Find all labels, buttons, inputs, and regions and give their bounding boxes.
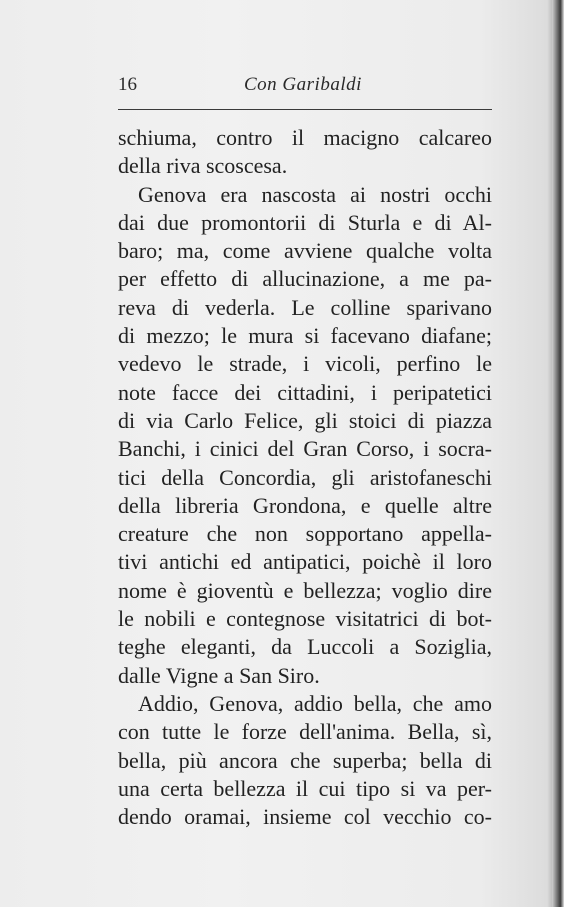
- text-line: tici della Concordia, gli aristofaneschi: [118, 464, 492, 490]
- body-text: [118, 124, 492, 831]
- text-line: tivi antichi ed antipatici, poichè il loro: [118, 549, 492, 575]
- book-spine-shadow: [552, 0, 564, 907]
- text-line: per effetto di allucinazione, a me pa-: [118, 266, 492, 292]
- text-line: della libreria Grondona, e quelle altre: [118, 492, 492, 518]
- text-line: della riva scoscesa.: [118, 153, 288, 179]
- text-line: baro; ma, come avviene qualche volta: [118, 238, 492, 264]
- text-line: dendo oramai, insieme col vecchio co-: [118, 804, 492, 830]
- text-line: Addio, Genova, addio bella, che amo: [138, 690, 492, 716]
- text-line: di mezzo; le mura si facevano diafane;: [118, 323, 492, 349]
- text-line: dalle Vigne a San Siro.: [118, 662, 320, 688]
- text-line: bella, più ancora che superba; bella di: [118, 747, 492, 773]
- text-line: dai due promontorii di Sturla e di Al-: [118, 209, 492, 235]
- text-line: creature che non sopportano appella-: [118, 521, 492, 547]
- text-line: reva di vederla. Le colline sparivano: [118, 294, 492, 320]
- text-line: note facce dei cittadini, i peripatetici: [118, 379, 492, 405]
- text-line: teghe eleganti, da Luccoli a Soziglia,: [118, 634, 492, 660]
- text-line: di via Carlo Felice, gli stoici di piazza: [118, 407, 492, 433]
- running-title: Con Garibaldi: [244, 74, 362, 95]
- text-line: vedevo le strade, i vicoli, perfino le: [118, 351, 492, 377]
- text-line: schiuma, contro il macigno calcareo: [118, 125, 492, 150]
- header-rule: [118, 109, 492, 110]
- text-line: una certa bellezza il cui tipo si va per-: [118, 775, 492, 801]
- text-line: le nobili e contegnose visitatrici di bot-: [118, 606, 492, 632]
- text-line: con tutte le forze dell'anima. Bella, sì,: [118, 719, 492, 745]
- page-header: [118, 74, 490, 102]
- text-line: nome è gioventù e bellezza; voglio dire: [118, 577, 492, 603]
- text-line: Genova era nascosta ai nostri occhi: [138, 181, 492, 207]
- page-number: 16: [118, 74, 137, 95]
- text-line: Banchi, i cinici del Gran Corso, i socra-: [118, 436, 492, 462]
